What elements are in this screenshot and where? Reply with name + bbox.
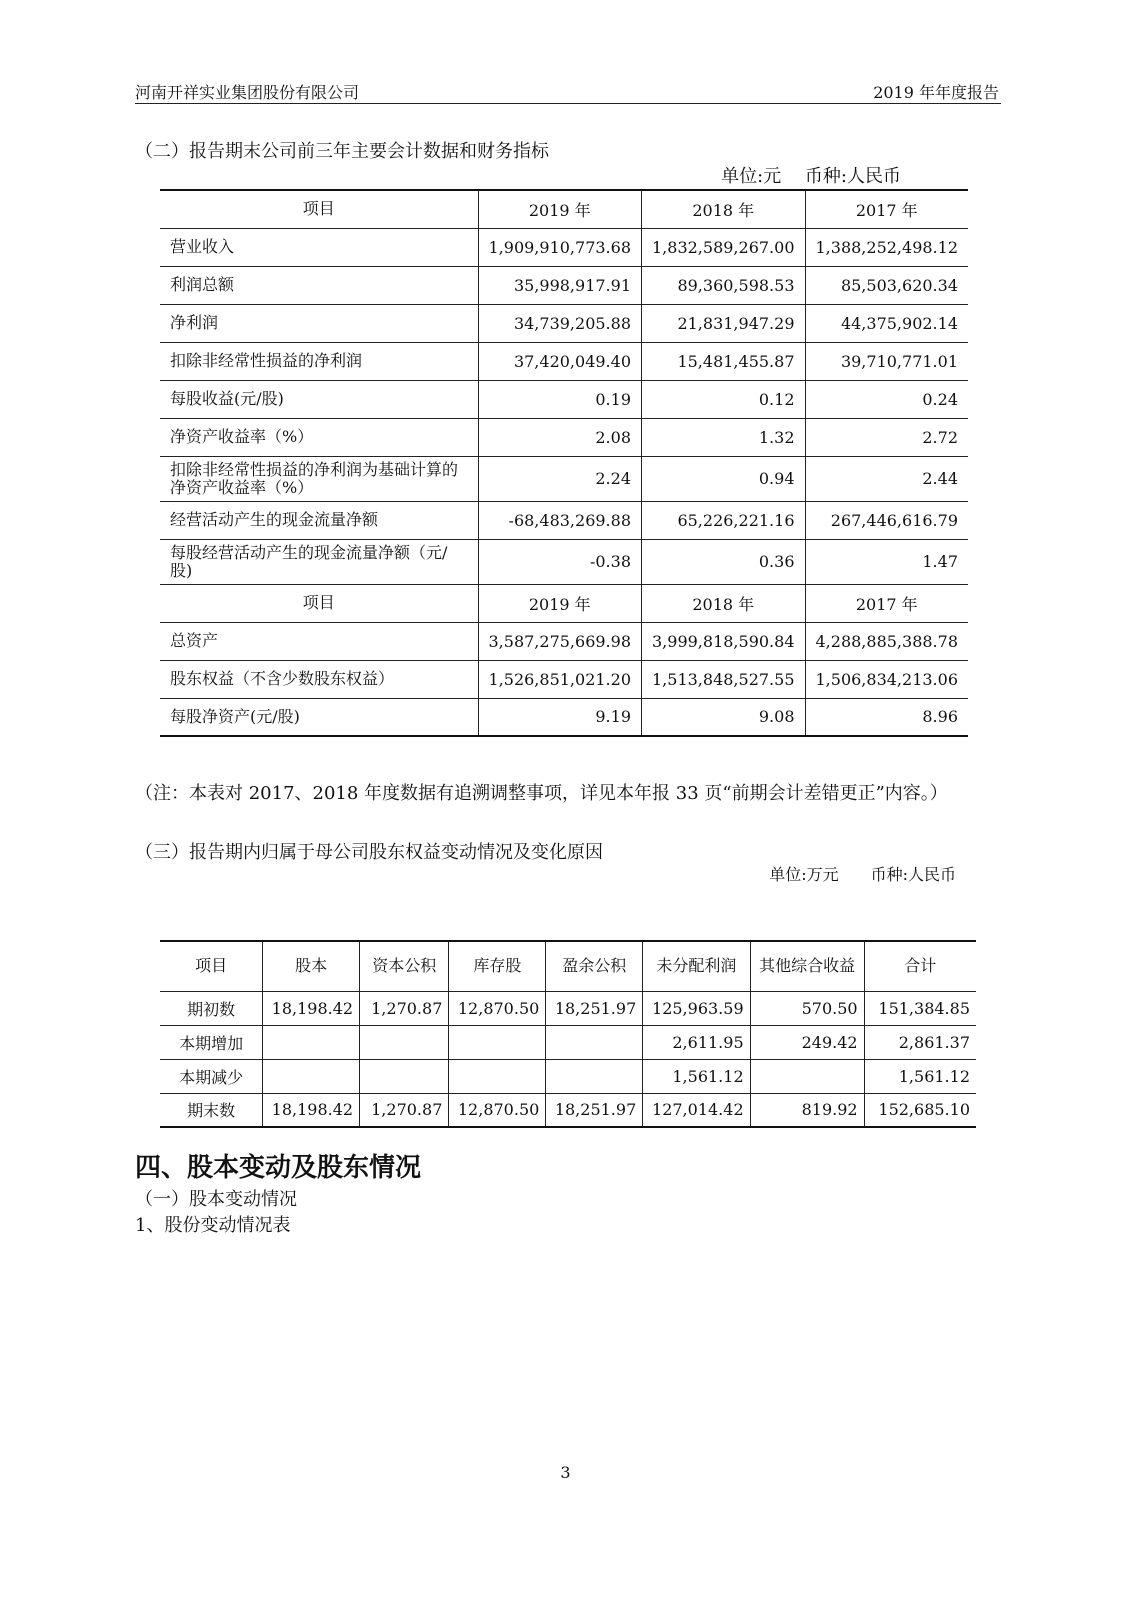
row-label-cell: 期末数	[160, 1093, 263, 1127]
value-cell: 12,870.50	[449, 991, 546, 1025]
equity-change-table	[160, 940, 976, 1128]
page-number: 3	[560, 1463, 571, 1482]
table-header-row	[160, 584, 968, 622]
value-cell	[360, 1025, 449, 1059]
table-header-row	[160, 941, 976, 991]
row-label-cell: 本期增加	[160, 1025, 263, 1059]
value-cell: 4,288,885,388.78	[805, 622, 968, 660]
row-label-cell: 营业收入	[160, 228, 478, 266]
row-label-cell: 每股经营活动产生的现金流量净额（元/股)	[160, 539, 478, 584]
value-cell: 18,198.42	[263, 1093, 360, 1127]
table-header-cell: 资本公积	[360, 941, 449, 991]
table-header-cell: 其他综合收益	[750, 941, 864, 991]
value-cell: 1,506,834,213.06	[805, 660, 968, 698]
value-cell: 89,360,598.53	[642, 266, 806, 304]
table-header-cell: 项目	[160, 941, 263, 991]
value-cell: 1,388,252,498.12	[805, 228, 968, 266]
value-cell: 0.19	[478, 380, 642, 418]
table-header-cell: 2017 年	[805, 190, 968, 228]
section2-title: （二）报告期末公司前三年主要会计数据和财务指标	[135, 141, 549, 162]
section4-sub1: （一）股本变动情况	[135, 1189, 297, 1210]
value-cell	[546, 1025, 643, 1059]
value-cell: 267,446,616.79	[805, 501, 968, 539]
value-cell: 2,611.95	[643, 1025, 750, 1059]
value-cell: 3,999,818,590.84	[642, 622, 806, 660]
value-cell: 0.24	[805, 380, 968, 418]
value-cell: 127,014.42	[643, 1093, 750, 1127]
value-cell: 0.12	[642, 380, 806, 418]
value-cell: 570.50	[750, 991, 864, 1025]
value-cell: 0.94	[642, 456, 806, 501]
value-cell: 18,251.97	[546, 1093, 643, 1127]
table-row	[160, 418, 968, 456]
value-cell: 2.72	[805, 418, 968, 456]
value-cell: 125,963.59	[643, 991, 750, 1025]
value-cell	[449, 1059, 546, 1093]
value-cell	[263, 1025, 360, 1059]
value-cell: 2.44	[805, 456, 968, 501]
value-cell: 21,831,947.29	[642, 304, 806, 342]
value-cell: 12,870.50	[449, 1093, 546, 1127]
value-cell: 3,587,275,669.98	[478, 622, 642, 660]
table-header-cell: 库存股	[449, 941, 546, 991]
table-row	[160, 539, 968, 584]
table-header-cell: 股本	[263, 941, 360, 991]
value-cell: 1,270.87	[360, 991, 449, 1025]
value-cell: 1,270.87	[360, 1093, 449, 1127]
value-cell: 85,503,620.34	[805, 266, 968, 304]
table-header-cell: 2018 年	[642, 190, 806, 228]
value-cell	[546, 1059, 643, 1093]
section4-sub2: 1、股份变动情况表	[135, 1215, 291, 1236]
value-cell: 1,561.12	[643, 1059, 750, 1093]
table-header-cell: 合计	[864, 941, 976, 991]
table-row	[160, 342, 968, 380]
row-label-cell: 经营活动产生的现金流量净额	[160, 501, 478, 539]
value-cell: 1.47	[805, 539, 968, 584]
section2-note: （注：本表对 2017、2018 年度数据有追溯调整事项，详见本年报 33 页“前期会计差错更正”内容。）	[135, 783, 948, 804]
table-row	[160, 380, 968, 418]
key-financial-data-table	[160, 189, 968, 737]
value-cell: 8.96	[805, 698, 968, 736]
row-label-cell: 股东权益（不含少数股东权益）	[160, 660, 478, 698]
table-row	[160, 266, 968, 304]
value-cell	[449, 1025, 546, 1059]
section2-unit: 单位:元 币种:人民币	[721, 166, 901, 187]
value-cell: 1,832,589,267.00	[642, 228, 806, 266]
value-cell: 65,226,221.16	[642, 501, 806, 539]
table-row	[160, 1093, 976, 1127]
table-row	[160, 1059, 976, 1093]
value-cell: 37,420,049.40	[478, 342, 642, 380]
value-cell	[263, 1059, 360, 1093]
table-row	[160, 991, 976, 1025]
header-company-name: 河南开祥实业集团股份有限公司	[135, 83, 360, 102]
table-header-cell: 项目	[160, 584, 478, 622]
header-divider	[135, 103, 1001, 104]
section3-unit: 单位:万元 币种:人民币	[769, 865, 956, 884]
row-label-cell: 总资产	[160, 622, 478, 660]
table-row	[160, 456, 968, 501]
table-row	[160, 1025, 976, 1059]
section4-heading: 四、股本变动及股东情况	[135, 1153, 422, 1183]
value-cell: 2,861.37	[864, 1025, 976, 1059]
table-header-cell: 未分配利润	[643, 941, 750, 991]
value-cell: 34,739,205.88	[478, 304, 642, 342]
table-header-cell: 项目	[160, 190, 478, 228]
value-cell: -0.38	[478, 539, 642, 584]
value-cell: -68,483,269.88	[478, 501, 642, 539]
value-cell: 1,909,910,773.68	[478, 228, 642, 266]
value-cell: 152,685.10	[864, 1093, 976, 1127]
row-label-cell: 本期减少	[160, 1059, 263, 1093]
table-header-cell: 2019 年	[478, 584, 642, 622]
table-row	[160, 622, 968, 660]
value-cell: 35,998,917.91	[478, 266, 642, 304]
table-header-cell: 2018 年	[642, 584, 806, 622]
table-header-cell: 2019 年	[478, 190, 642, 228]
table-header-cell: 2017 年	[805, 584, 968, 622]
value-cell: 819.92	[750, 1093, 864, 1127]
value-cell	[360, 1059, 449, 1093]
row-label-cell: 利润总额	[160, 266, 478, 304]
table-row	[160, 304, 968, 342]
table-row	[160, 501, 968, 539]
table-header-cell: 盈余公积	[546, 941, 643, 991]
table-row	[160, 228, 968, 266]
value-cell: 0.36	[642, 539, 806, 584]
value-cell: 1.32	[642, 418, 806, 456]
row-label-cell: 期初数	[160, 991, 263, 1025]
row-label-cell: 扣除非经常性损益的净利润	[160, 342, 478, 380]
row-label-cell: 净利润	[160, 304, 478, 342]
value-cell: 39,710,771.01	[805, 342, 968, 380]
value-cell: 1,526,851,021.20	[478, 660, 642, 698]
row-label-cell: 每股净资产(元/股)	[160, 698, 478, 736]
section3-title: （三）报告期内归属于母公司股东权益变动情况及变化原因	[135, 842, 603, 863]
value-cell: 18,251.97	[546, 991, 643, 1025]
row-label-cell: 每股收益(元/股)	[160, 380, 478, 418]
value-cell: 18,198.42	[263, 991, 360, 1025]
header-report-title: 2019 年年度报告	[873, 83, 999, 102]
value-cell: 1,513,848,527.55	[642, 660, 806, 698]
table-row	[160, 660, 968, 698]
value-cell	[750, 1059, 864, 1093]
value-cell: 2.08	[478, 418, 642, 456]
value-cell: 15,481,455.87	[642, 342, 806, 380]
value-cell: 1,561.12	[864, 1059, 976, 1093]
table-row	[160, 698, 968, 736]
table-header-row	[160, 190, 968, 228]
value-cell: 249.42	[750, 1025, 864, 1059]
value-cell: 9.08	[642, 698, 806, 736]
value-cell: 151,384.85	[864, 991, 976, 1025]
row-label-cell: 净资产收益率（%）	[160, 418, 478, 456]
row-label-cell: 扣除非经常性损益的净利润为基础计算的净资产收益率（%）	[160, 456, 478, 501]
value-cell: 44,375,902.14	[805, 304, 968, 342]
value-cell: 2.24	[478, 456, 642, 501]
value-cell: 9.19	[478, 698, 642, 736]
